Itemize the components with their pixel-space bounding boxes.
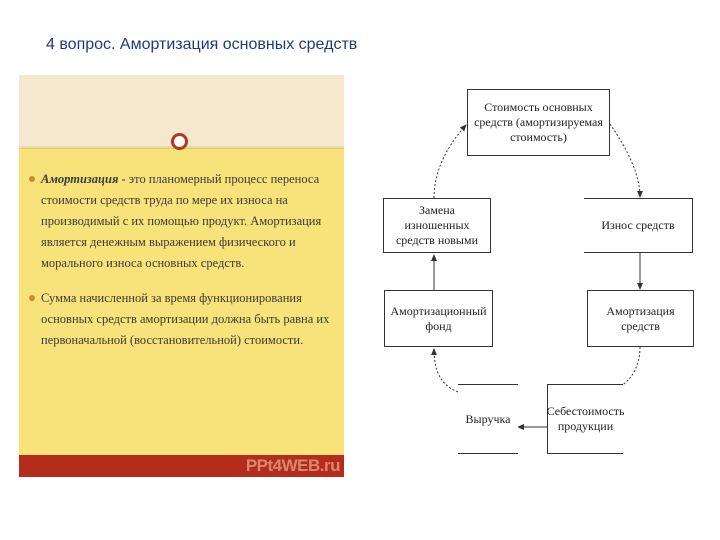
bullet-list [29, 169, 334, 365]
box-fixed-asset-cost: Стоимость основных средств (амортизируемая стоимость) [467, 89, 610, 156]
slide-title: 4 вопрос. Амортизация основных средств [46, 36, 358, 53]
arrow-replacement-to-cost [434, 125, 466, 198]
box-amortization: Амортизация средств [587, 290, 694, 347]
box-cost-price: Себестоимость продукции [547, 384, 623, 454]
term-amortization: Амортизация [41, 172, 119, 186]
bullet-dot-icon [29, 176, 35, 182]
box-revenue: Выручка [458, 384, 518, 454]
box-replacement: Замена изношенных средств новыми [383, 198, 491, 253]
bullet-definition [29, 169, 334, 274]
definition-text: - это планомерный процесс переноса стоимости средств труда по мере их износа на производимый с их помощью продукт. Амортизация является денежным выражением физического и морального износа основных средств. [41, 172, 322, 270]
box-wear: Износ средств [584, 198, 693, 253]
box-amortization-fund: Амортизационный фонд [384, 290, 493, 347]
definition-panel [19, 75, 344, 477]
panel-footer [19, 455, 344, 477]
panel-body [19, 148, 344, 456]
bullet-dot-icon [29, 295, 35, 301]
ring-icon [171, 133, 188, 150]
arrow-cost-to-wear [610, 124, 640, 197]
bullet-sum [29, 288, 334, 351]
sum-text: Сумма начисленной за время функционирования основных средств амортизации должна быть равна их первоначальной (восстановительной) стоимости. [41, 291, 330, 347]
watermark-logo: PPt4WEB.ru [245, 456, 340, 475]
arrow-revenue-to-fund [434, 349, 458, 392]
